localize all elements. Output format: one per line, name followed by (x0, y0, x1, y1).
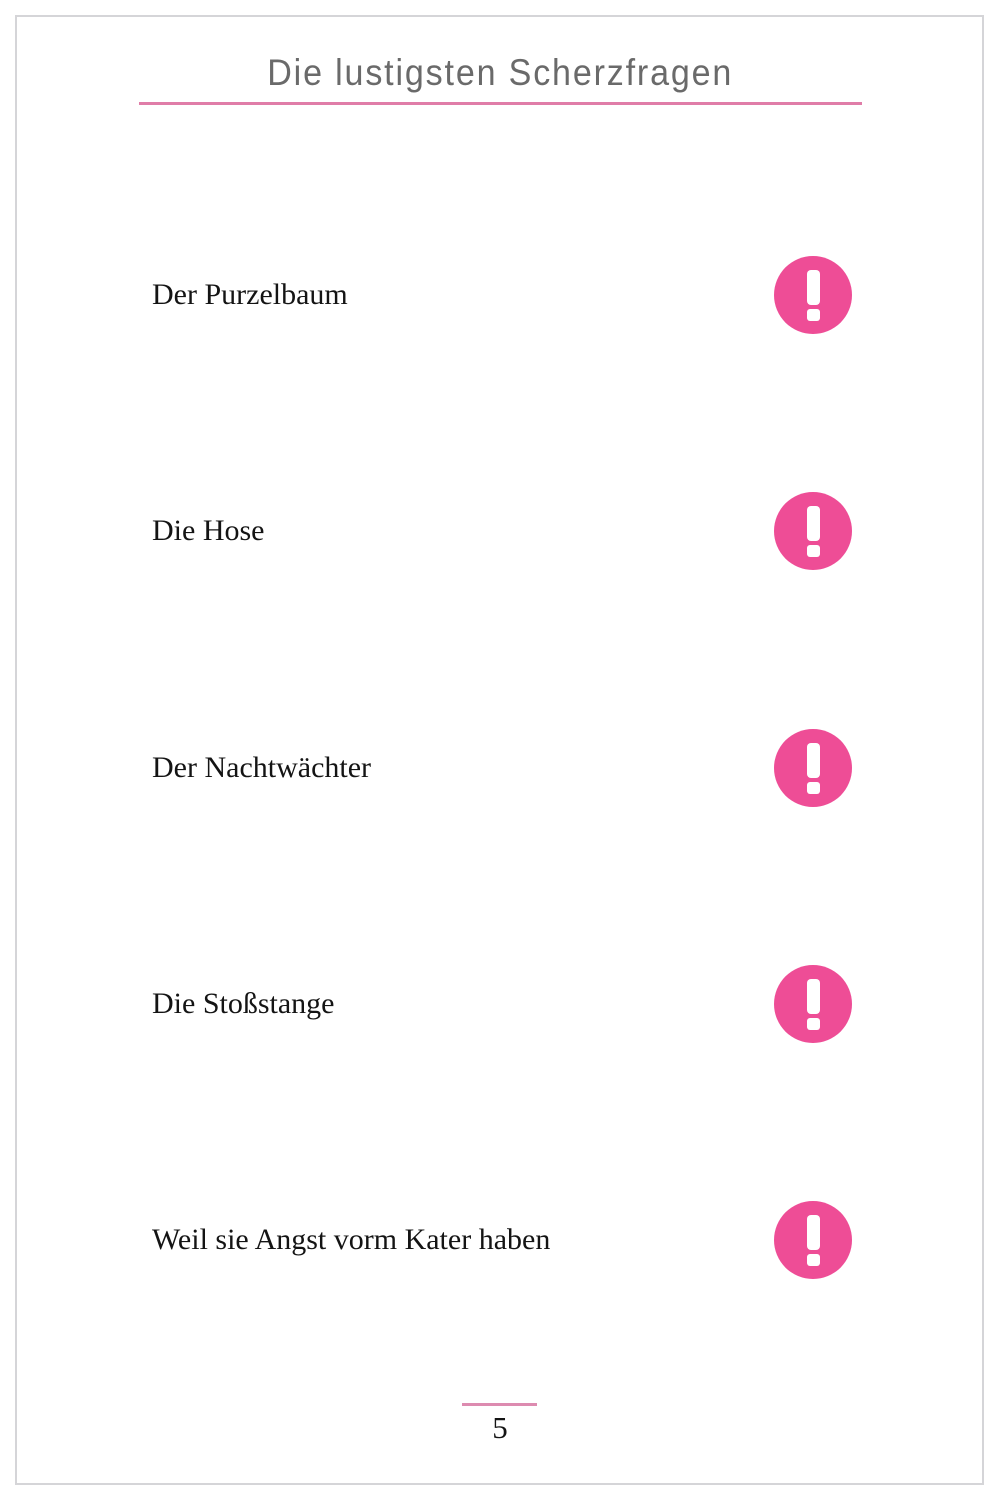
exclamation-bar (807, 1215, 820, 1250)
answer-text: Weil sie Angst vorm Kater haben (152, 1223, 551, 1256)
exclamation-bar (807, 979, 820, 1014)
exclamation-dot (807, 545, 820, 557)
answer-row (152, 728, 852, 808)
exclamation-icon (774, 729, 852, 807)
answer-text: Die Stoßstange (152, 987, 335, 1020)
exclamation-icon (774, 492, 852, 570)
header-divider-line (139, 102, 862, 105)
exclamation-bar (807, 506, 820, 541)
exclamation-icon (774, 256, 852, 334)
exclamation-icon (774, 1201, 852, 1279)
answer-row (152, 1200, 852, 1280)
exclamation-bar (807, 270, 820, 305)
answer-row (152, 255, 852, 335)
answer-text: Die Hose (152, 514, 265, 547)
answer-row (152, 491, 852, 571)
exclamation-icon (774, 965, 852, 1043)
exclamation-dot (807, 1018, 820, 1030)
footer-divider-line (462, 1403, 537, 1406)
exclamation-dot (807, 309, 820, 321)
answer-text: Der Purzelbaum (152, 278, 348, 311)
exclamation-dot (807, 782, 820, 794)
page-number: 5 (492, 1410, 508, 1445)
answer-text: Der Nachtwächter (152, 751, 372, 784)
answer-row (152, 964, 852, 1044)
exclamation-bar (807, 743, 820, 778)
page-header (0, 52, 1000, 94)
page-title: Die lustigsten Scherzfragen (267, 52, 733, 93)
exclamation-dot (807, 1254, 820, 1266)
